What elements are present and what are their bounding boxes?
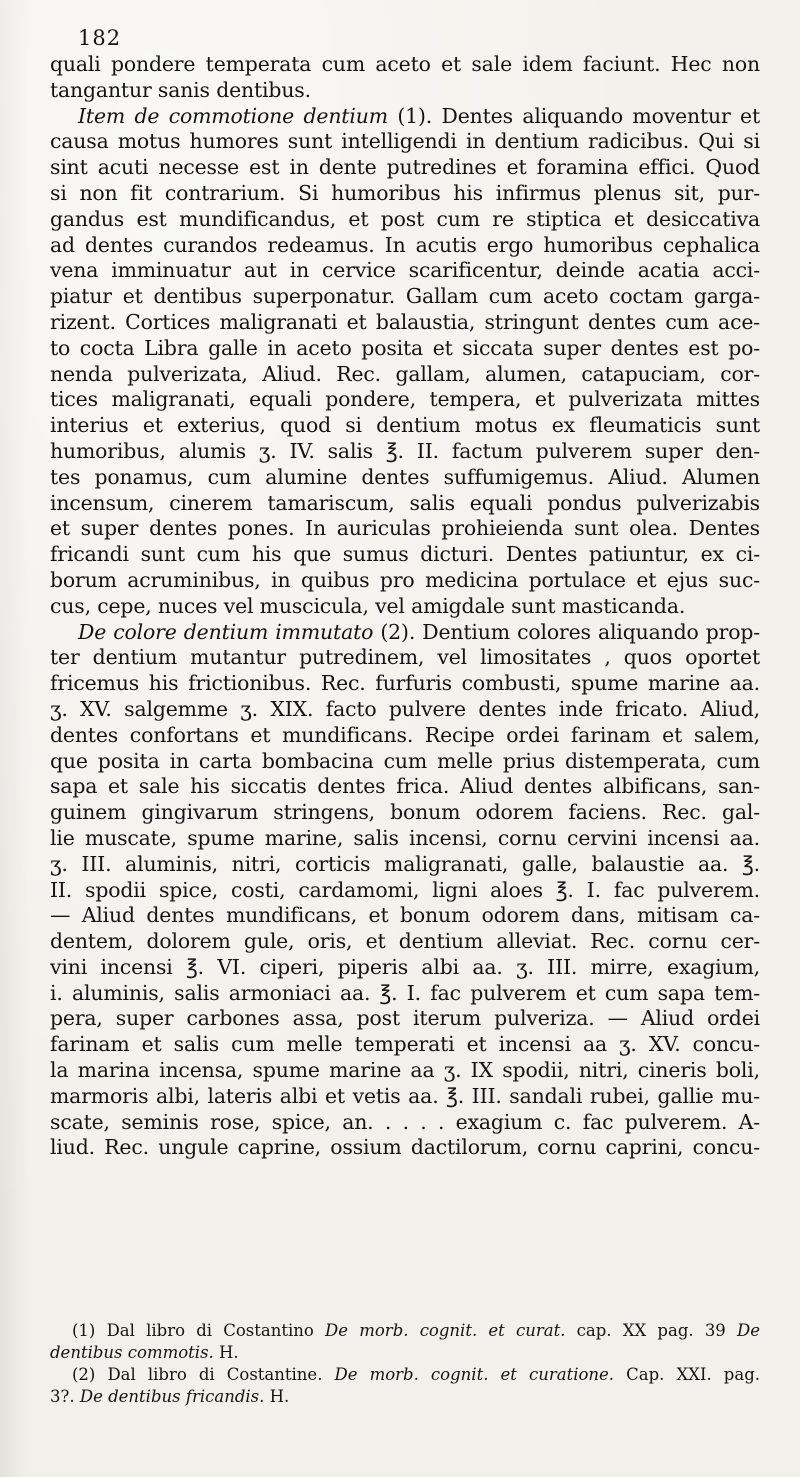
text-line: que posita in carta bombacina cum melle prius distemperata, cum [50,748,760,773]
text-line: vena imminuatur aut in cervice scarificentur, deinde acatia acci- [50,258,760,283]
text-line: ʒ. III. aluminis, nitri, corticis maligranati, galle, balaustie aa. ℥. [50,851,760,876]
text-line: la marina incensa, spume marine aa ʒ. IX spodii, nitri, cineris boli, [50,1058,760,1083]
text-line: liud. Rec. ungule caprine, ossium dactilorum, cornu caprini, concu- [50,1135,760,1160]
text-line: dentes confortans et mundificans. Recipe ordei farinam et salem, [50,722,760,747]
text-line: ad dentes curandos redeamus. In acutis ergo humoribus cephalica [50,232,760,257]
footnotes [50,1320,760,1408]
text-line: tices maligranati, equali pondere, tempera, et pulverizata mittes [50,387,760,412]
footnote-2-line-1: (2) Dal libro di Costantine. De morb. cognit. et curatione. Cap. XXI. pag. [72,1365,760,1384]
text-line: cus, cepe, nuces vel muscicula, vel amigdale sunt masticanda. [50,593,686,618]
text-line: fricandi sunt cum his que sumus dicturi. Dentes patiuntur, ex ci- [50,542,760,567]
text-line: tes ponamus, cum alumine dentes suffumigemus. Aliud. Alumen [50,464,760,489]
footnote-2 [50,1364,760,1408]
text-line: guinem gingivarum stringens, bonum odorem faciens. Rec. gal- [50,800,760,825]
text-line: si non fit contrarium. Si humoribus his infirmus plenus sit, pur- [50,180,760,205]
footnote-1 [50,1320,760,1364]
text-line: vini incensi ℥. VI. ciperi, piperis albi aa. ʒ. III. mirre, exagium, [50,954,760,979]
footnote-1-line-1: (1) Dal libro di Costantino De morb. cognit. et curat. cap. XX pag. 39 De [72,1321,760,1340]
body-text [50,52,760,1161]
text-line: piatur et dentibus superponatur. Gallam cum aceto coctam garga- [50,284,760,309]
text-line: et super dentes pones. In auriculas prohieienda sunt olea. Dentes [50,516,760,541]
text-line: scate, seminis rose, spice, an. . . . . exagium c. fac pulverem. A- [50,1109,760,1134]
text-line: pera, super carbones assa, post iterum pulveriza. — Aliud ordei [50,1006,760,1031]
text-line: ter dentium mutantur putredinem, vel limositates , quos oportet [50,645,760,670]
footnote-2-line-2: 3?. De dentibus fricandis. H. [50,1387,290,1406]
text-line: incensum, cinerem tamariscum, salis equali pondus pulverizabis [50,490,760,515]
page-number: 182 [78,26,122,50]
text-line: farinam et salis cum melle temperati et incensi aa ʒ. XV. concu- [50,1032,760,1057]
text-line: — Aliud dentes mundificans, et bonum odorem dans, mitisam ca- [50,903,760,928]
text-line: fricemus his frictionibus. Rec. furfuris combusti, spume marine aa. [50,671,760,696]
text-line: tangantur sanis dentibus. [50,77,311,102]
text-line: to cocta Libra galle in aceto posita et siccata super dentes est po- [50,335,760,360]
text-line: rizent. Cortices maligranati et balaustia, stringunt dentes cum ace- [50,309,760,334]
text-line: nenda pulverizata, Aliud. Rec. gallam, alumen, catapuciam, cor- [50,361,760,386]
text-line: borum acruminibus, in quibus pro medicina portulace et ejus suc- [50,567,760,592]
text-line: lie muscate, spume marine, salis incensi, cornu cervini incensi aa. [50,825,760,850]
text-line: sint acuti necesse est in dente putredines et foramina effici. Quod [50,155,760,180]
section-heading: Item de commotione dentium [78,103,388,128]
text-line: dentem, dolorem gule, oris, et dentium alleviat. Rec. cornu cer- [50,929,760,954]
text-line: II. spodii spice, costi, cardamomi, ligni aloes ℥. I. fac pulverem. [50,877,760,902]
text-line: quali pondere temperata cum aceto et sale idem faciunt. Hec non [50,52,760,76]
text-line: marmoris albi, lateris albi et vetis aa. ℥. III. sandali rubei, gallie mu- [50,1083,760,1108]
text-line: Item de commotione dentium (1). Dentes aliquando moventur et [78,103,760,128]
text-line: i. aluminis, salis armoniaci aa. ℥. I. fac pulverem et cum sapa tem- [50,980,760,1005]
text-line: interius et exterius, quod si dentium motus ex fleumaticis sunt [50,413,760,438]
footnote-1-line-2: dentibus commotis. H. [50,1343,239,1362]
text-line: causa motus humores sunt intelligendi in dentium radicibus. Qui si [50,129,760,154]
text-line: humoribus, alumis ʒ. IV. salis ℥. II. factum pulverem super den- [50,438,760,463]
text-line: ʒ. XV. salgemme ʒ. XIX. facto pulvere dentes inde fricato. Aliud, [50,696,760,721]
text-line: gandus est mundificandus, et post cum re stiptica et desiccativa [50,206,760,231]
text-line: sapa et sale his siccatis dentes frica. Aliud dentes albificans, san- [50,774,760,799]
text-line: De colore dentium immutato (2). Dentium colores aliquando prop- [78,619,760,644]
section-heading: De colore dentium immutato [78,619,374,644]
